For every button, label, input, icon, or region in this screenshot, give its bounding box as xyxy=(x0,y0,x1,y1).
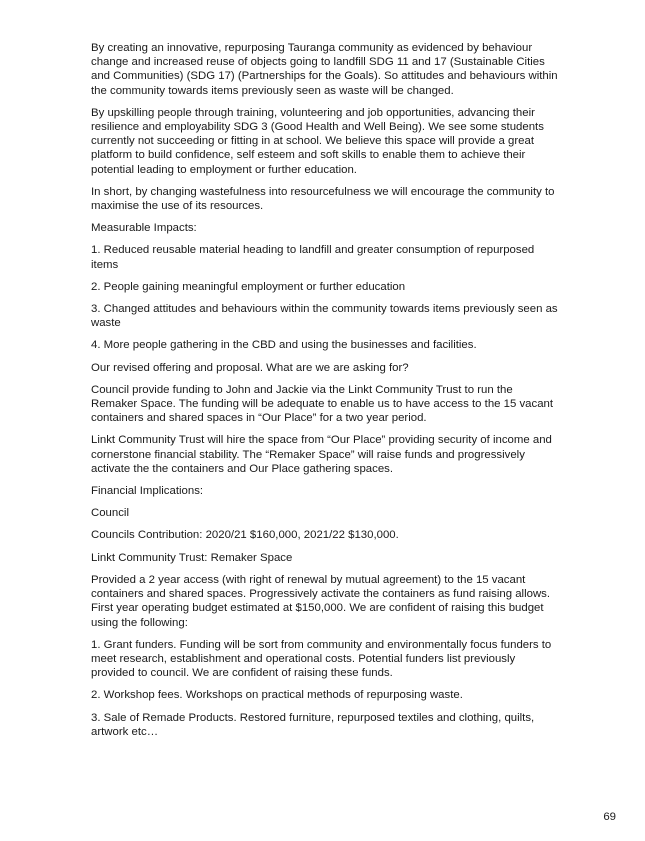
paragraph-in-short: In short, by changing wastefulness into resourcefulness we will encourage the community to maximise the use of its resources. xyxy=(91,185,555,213)
paragraph-council-contribution: Councils Contribution: 2020/21 $160,000, 2021/22 $130,000. xyxy=(91,529,399,542)
paragraph-sdg-11-17: By creating an innovative, repurposing Tauranga community as evidenced by behaviour change and increased reuse of objects going to landfill SDG 11 and 17 (Sustainable Cities and Communities) (SDG 17) (Partnerships for the Goals). So attitudes and behaviours within the community towards items previously seen as waste will be changed. xyxy=(91,42,558,97)
heading-remaker-space: Linkt Community Trust: Remaker Space xyxy=(91,551,293,564)
paragraph-linkt-trust: Linkt Community Trust will hire the space from “Our Place” providing security of income and cornerstone financial stability. The “Remaker Space” will raise funds and progressively activate the the containers and Our Place gathering spaces. xyxy=(91,434,552,475)
paragraph-access-budget: Provided a 2 year access (with right of renewal by mutual agreement) to the 15 vacant containers and shared spaces. Progressively activate the containers as fund raising allows. First year operating budget estimated at $150,000. We are confident of raising this budget using the following: xyxy=(91,573,551,629)
funding-item-1: 1. Grant funders. Funding will be sort from community and environmentally focus funders to meet research, establishment and operational costs. Potential funders list previously provided to council. We are confident of raising these funds. xyxy=(91,638,552,680)
impact-item-3: 3. Changed attitudes and behaviours within the community towards items previously seen as waste xyxy=(91,303,558,330)
funding-item-3: 3. Sale of Remade Products. Restored furniture, repurposed textiles and clothing, quilts, artwork etc… xyxy=(91,711,535,738)
paragraph-council-funding: Council provide funding to John and Jackie via the Linkt Community Trust to run the Remaker Space. The funding will be adequate to enable us to have access to the 15 vacant containers and shared spaces in “Our Place” for a two year period. xyxy=(91,383,554,425)
paragraph-sdg-3: By upskilling people through training, volunteering and job opportunities, advancing their resilience and employability SDG 3 (Good Health and Well Being). We see some students currently not succeeding or fitting in at school. We believe this space will provide a great platform to build confidence, self esteem and soft skills to enable them to achieve their potential leading to employment or further education. xyxy=(91,106,544,176)
body-text xyxy=(91,41,561,747)
heading-council: Council xyxy=(91,507,129,520)
impact-item-4: 4. More people gathering in the CBD and using the businesses and facilities. xyxy=(91,339,477,352)
funding-item-2: 2. Workshop fees. Workshops on practical methods of repurposing waste. xyxy=(91,689,463,702)
paragraph-revised-offering: Our revised offering and proposal. What are we are asking for? xyxy=(91,361,409,374)
impact-item-1: 1. Reduced reusable material heading to landfill and greater consumption of repurposed items xyxy=(91,244,535,271)
heading-financial-implications: Financial Implications: xyxy=(91,485,204,498)
impact-item-2: 2. People gaining meaningful employment or further education xyxy=(91,280,406,293)
heading-measurable-impacts: Measurable Impacts: xyxy=(91,222,197,235)
page-number: 69 xyxy=(603,811,616,823)
